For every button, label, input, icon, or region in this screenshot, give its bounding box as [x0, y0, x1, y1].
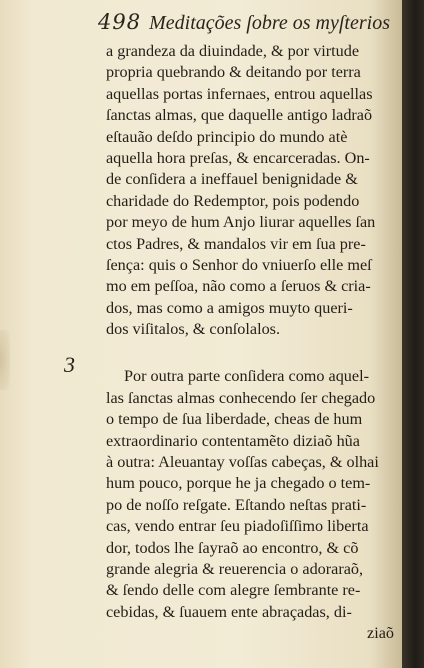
text-line: o tempo de ſua liberdade, cheas de hum — [106, 410, 363, 429]
text-line: eſtauão deſdo principio do mundo atè — [106, 127, 348, 146]
text-line: cas, vendo entrar ſeu piadoſiſſimo liberta — [106, 517, 369, 536]
text-line: Por outra parte conſidera como aquel- — [124, 367, 369, 386]
text-line: aquella hora preſas, & encarceradas. On- — [106, 148, 370, 167]
text-line: propria quebrando & deitando por terra — [106, 63, 361, 82]
text-line: dor, todos lhe ſayraõ ao encontro, & cõ — [106, 538, 359, 557]
text-line: & ſendo delle com alegre ſembrante re- — [106, 581, 361, 600]
book-spine — [402, 0, 424, 668]
text-line: por meyo de hum Anjo liurar aquelles ſan — [106, 213, 376, 232]
text-line: mo em peſſoa, não como a ſeruos & cria- — [106, 277, 371, 296]
text-line: ſença: quis o Senhor do vniuerſo elle meſ — [106, 255, 372, 274]
page-stain — [0, 330, 10, 390]
paragraph-continuation — [106, 41, 398, 340]
text-line: aquellas portas infernaes, entrou aquellas — [106, 84, 373, 103]
text-line: dos, mas como a amigos muyto queri- — [106, 298, 353, 317]
text-line: po de noſſo reſgate. Eſtando neſtas prati- — [106, 495, 367, 514]
text-line: ctos Padres, & mandalos vir em ſua pre- — [106, 234, 366, 253]
text-line: las ſanctas almas conhecendo ſer chegado — [106, 388, 376, 407]
paragraph-gap — [106, 340, 398, 366]
text-line: charidade do Redemptor, pois podendo — [106, 191, 360, 210]
body-text — [106, 41, 398, 645]
text-line: ziaõ — [367, 624, 394, 643]
text-line: de conſidera a ineffauel benignidade & — [106, 170, 358, 189]
text-line: extraordinario contentamẽto diziaõ hũa — [106, 431, 360, 450]
text-line: à outra: Aleuantay voſſas cabeças, & olhai — [106, 453, 379, 472]
text-line: grande alegria & reuerencia o adoraraõ, — [106, 559, 364, 578]
text-line: hum pouco, porque he ja chegado o tem- — [106, 474, 371, 493]
running-head — [98, 10, 398, 38]
text-line: dos viſitalos, & conſolalos. — [106, 320, 281, 339]
text-line: a grandeza da diuindade, & por virtude — [106, 42, 360, 60]
text-line: cebidas, & ſuauem ente abraçadas, di- — [106, 602, 352, 621]
paragraph-number: 3 — [64, 352, 75, 377]
running-title: Meditações ſobre os myſterios — [149, 12, 390, 34]
page-number: 498 — [98, 10, 142, 34]
paragraph-3 — [106, 366, 398, 644]
text-line: ſanctas almas, que daquelle antigo ladraõ — [106, 106, 373, 125]
